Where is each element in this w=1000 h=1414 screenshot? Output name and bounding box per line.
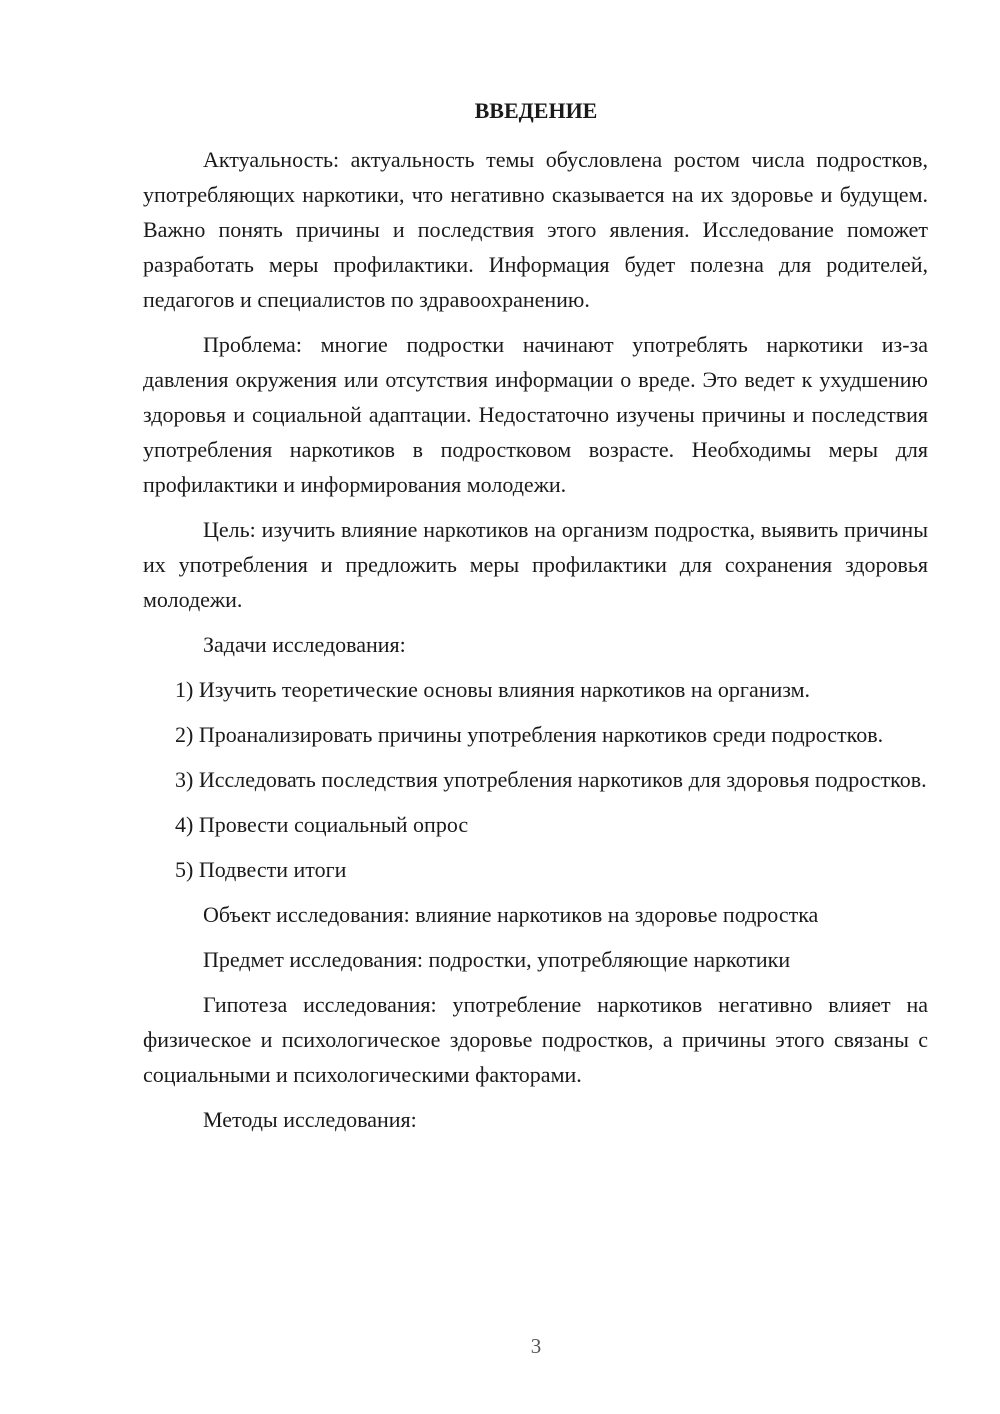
task-item-5: 5) Подвести итоги bbox=[175, 857, 347, 882]
paragraph-goal: Цель: изучить влияние наркотиков на организм подростка, выявить причины их употребления и предложить меры профилактики для сохранения здоровья молодежи. bbox=[143, 517, 928, 612]
paragraph-problem: Проблема: многие подростки начинают употреблять наркотики из-за давления окружения или отсутствия информации о вреде. Это ведет к ухудшению здоровья и социальной адаптации. Недостаточно изучены причины и последствия употребления наркотиков в подростковом возрасте. Необходимы меры для профилактики и информирования молодежи. bbox=[143, 332, 928, 497]
task-item-4: 4) Провести социальный опрос bbox=[175, 812, 469, 837]
paragraph-hypothesis: Гипотеза исследования: употребление наркотиков негативно влияет на физическое и психологическое здоровье подростков, а причины этого связаны с социальными и психологическими факторами. bbox=[143, 992, 928, 1087]
paragraph-tasks-heading: Задачи исследования: bbox=[203, 632, 406, 657]
section-title: ВВЕДЕНИЕ bbox=[474, 98, 598, 123]
document-body bbox=[143, 142, 928, 1147]
task-item-2: 2) Проанализировать причины употребления наркотиков среди подростков. bbox=[175, 722, 884, 747]
paragraph-relevance: Актуальность: актуальность темы обусловлена ростом числа подростков, употребляющих наркотики, что негативно сказывается на их здоровье и будущем. Важно понять причины и последствия этого явления. Исследование поможет разработать меры профилактики. Информация будет полезна для родителей, педагогов и специалистов по здравоохранению. bbox=[143, 147, 928, 312]
task-item-1: 1) Изучить теоретические основы влияния наркотиков на организм. bbox=[175, 677, 811, 702]
page-number: 3 bbox=[530, 1334, 542, 1358]
task-item-3: 3) Исследовать последствия употребления наркотиков для здоровья подростков. bbox=[175, 767, 927, 792]
paragraph-subject: Предмет исследования: подростки, употребляющие наркотики bbox=[203, 947, 791, 972]
paragraph-object: Объект исследования: влияние наркотиков на здоровье подростка bbox=[203, 902, 819, 927]
paragraph-methods: Методы исследования: bbox=[203, 1107, 417, 1132]
